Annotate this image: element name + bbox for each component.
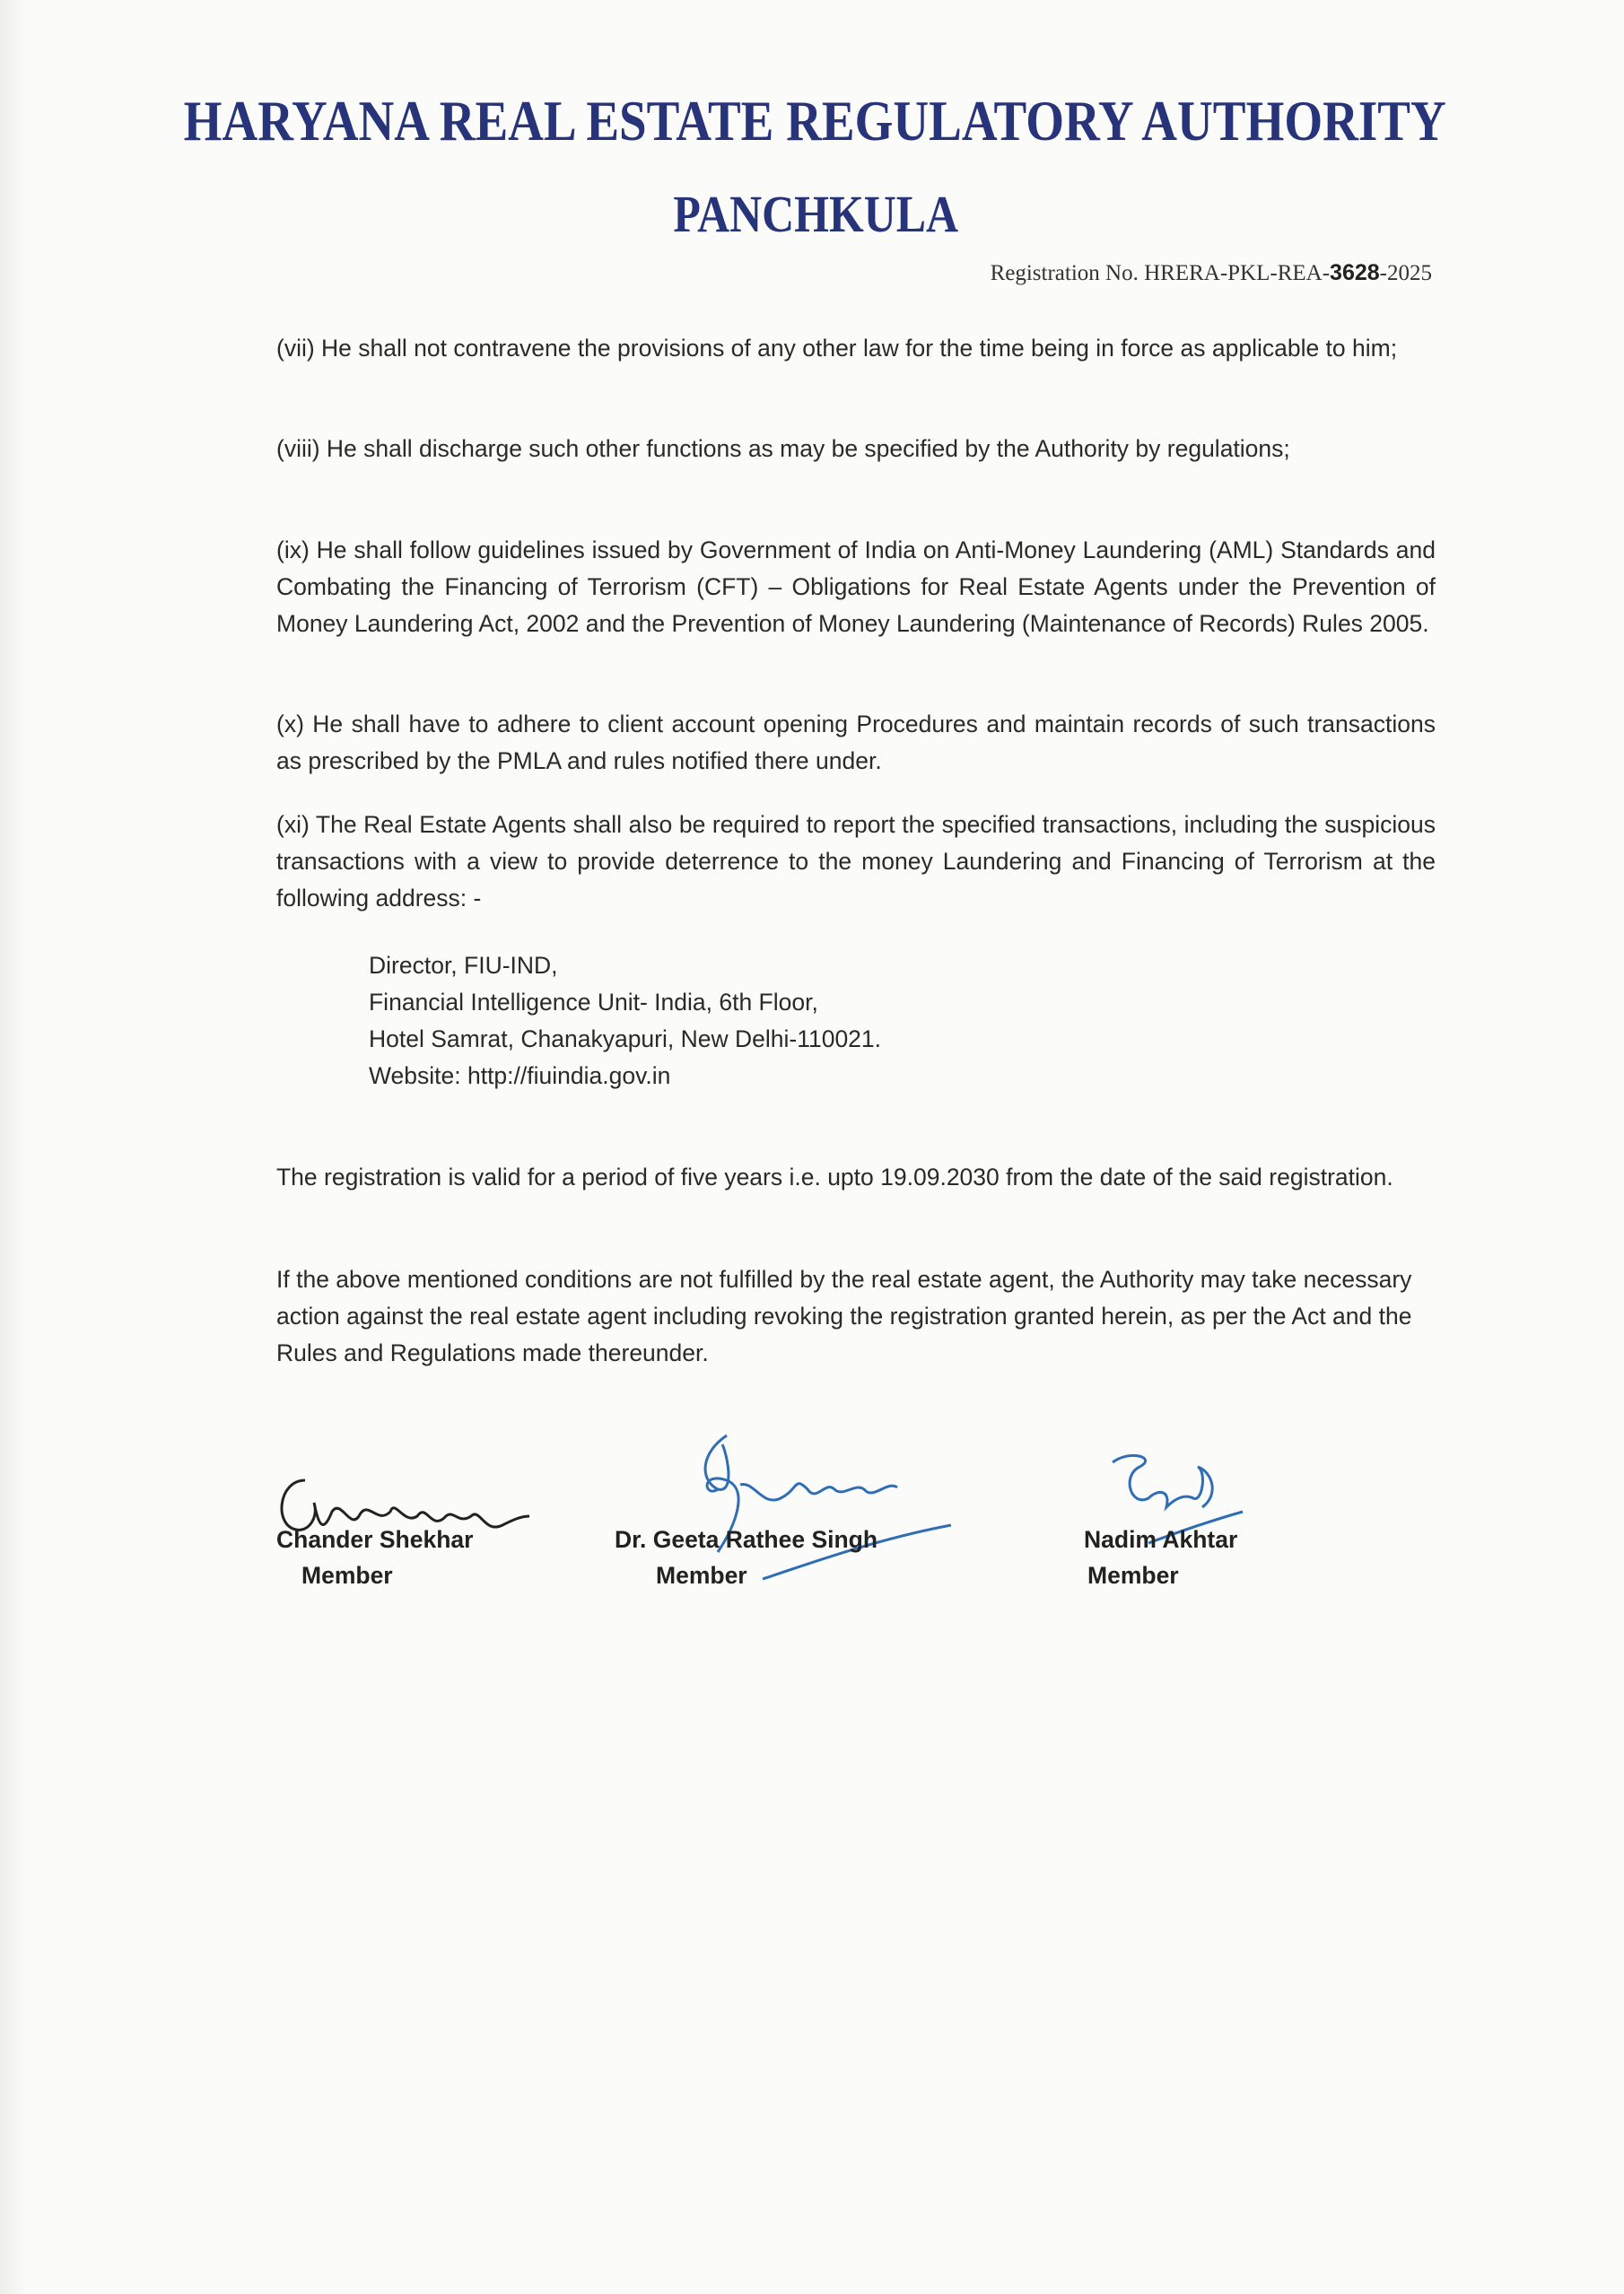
condition-viii: (viii) He shall discharge such other functions as may be specified by the Authority by regulations;: [276, 435, 1290, 462]
condition-xi: (xi) The Real Estate Agents shall also be required to report the specified transactions, including the suspicious transactions with a view to provide deterrence to the money Laundering and Financing of Terrorism at the following address: -: [276, 811, 1436, 911]
address-line: Hotel Samrat, Chanakyapuri, New Delhi-110021.: [369, 1025, 882, 1052]
signatory-role: Member: [656, 1562, 747, 1589]
condition-x: (x) He shall have to adhere to client account opening Procedures and maintain records of such transactions as prescribed by the PMLA and rules notified there under.: [276, 711, 1436, 774]
address-line: Director, FIU-IND,: [369, 952, 558, 979]
authority-title: HARYANA REAL ESTATE REGULATORY AUTHORITY: [183, 89, 1446, 153]
closing-statement: If the above mentioned conditions are not fulfilled by the real estate agent, the Authority may take necessary action against the real estate agent including revoking the registration granted herein, as per the Act and the Rules and Regulations made thereunder.: [276, 1266, 1412, 1366]
registration-suffix: -2025: [1379, 261, 1432, 285]
validity-statement: The registration is valid for a period of five years i.e. upto 19.09.2030 from the date of the said registration.: [276, 1164, 1393, 1191]
registration-prefix: Registration No. HRERA-PKL-REA-: [990, 261, 1331, 285]
registration-number: [991, 260, 1432, 286]
signatory-block: [1084, 1522, 1237, 1593]
signatory-name: Dr. Geeta Rathee Singh: [615, 1526, 878, 1553]
signatory-block: [276, 1522, 473, 1593]
signatory-role: Member: [1087, 1562, 1179, 1589]
fiu-address: [369, 947, 881, 1095]
signatory-role: Member: [301, 1562, 393, 1589]
signatory-name: Chander Shekhar: [276, 1526, 474, 1553]
address-website: Website: http://fiuindia.gov.in: [369, 1062, 671, 1089]
signatory-name: Nadim Akhtar: [1084, 1526, 1238, 1553]
condition-vii: (vii) He shall not contravene the provisions of any other law for the time being in force as applicable to him;: [276, 335, 1398, 362]
address-line: Financial Intelligence Unit- India, 6th Floor,: [369, 989, 818, 1016]
registration-number-stamp: 3628: [1330, 260, 1380, 285]
city-title: PANCHKULA: [673, 185, 959, 243]
scan-edge: [0, 0, 27, 2294]
signatory-block: [615, 1522, 877, 1593]
condition-ix: (ix) He shall follow guidelines issued by Government of India on Anti-Money Laundering (AML) Standards and Combating the Financing of Terrorism (CFT) – Obligations for Real Estate Agents under the Prevention of Money Laundering Act, 2002 and the Prevention of Money Laundering (Maintenance of Records) Rules 2005.: [276, 536, 1436, 637]
